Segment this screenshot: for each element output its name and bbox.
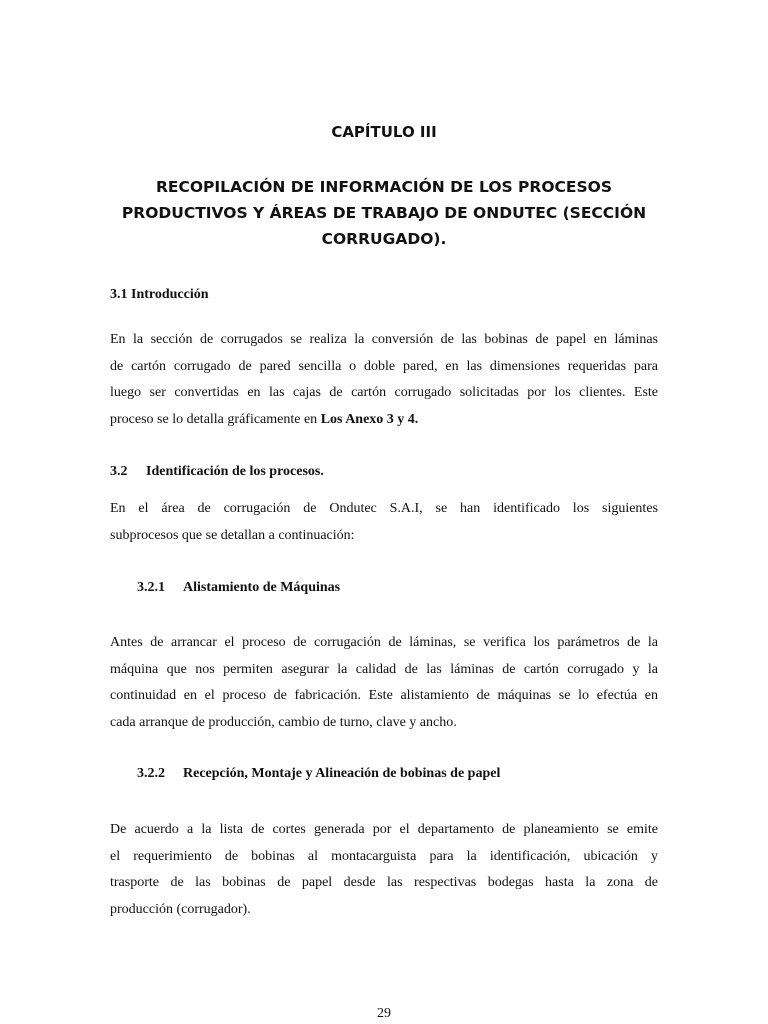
paragraph-line: de cartón corrugado de pared sencilla o doble pared, en las dimensiones requeridas para: [110, 358, 658, 374]
section-heading-3-2: [110, 464, 324, 480]
paragraph-line: En el área de corrugación de Ondutec S.A.I, se han identificado los siguientes: [110, 501, 658, 516]
section-title: Identificación de los procesos.: [146, 464, 324, 479]
section-number: 3.2.1: [137, 580, 165, 595]
chapter-title-line: CORRUGADO).: [321, 230, 447, 248]
paragraph-text: proceso se lo detalla gráficamente en: [110, 411, 321, 427]
paragraph-introduccion: [110, 327, 658, 433]
section-title: Alistamiento de Máquinas: [183, 580, 341, 595]
paragraph-recepcion: [110, 817, 658, 923]
paragraph-line: máquina que nos permiten asegurar la calidad de las láminas de cartón corrugado y la: [110, 661, 658, 677]
paragraph-line: [110, 407, 658, 434]
section-heading-3-2-1: [137, 580, 340, 596]
section-heading-3-2-2: [137, 766, 500, 782]
paragraph-line: Antes de arrancar el proceso de corrugación de láminas, se verifica los parámetros de la: [110, 635, 658, 650]
section-number: 3.2.2: [137, 766, 165, 781]
paragraph-line: De acuerdo a la lista de cortes generada por el departamento de planeamiento se emite: [110, 822, 658, 837]
paragraph-line: subprocesos que se detallan a continuación:: [110, 527, 355, 543]
paragraph-line: cada arranque de producción, cambio de turno, clave y ancho.: [110, 714, 457, 730]
paragraph-line: luego ser convertidas en las cajas de cartón corrugado solicitadas por los clientes. Este: [110, 385, 658, 400]
section-number: 3.2: [110, 464, 128, 479]
paragraph-line: trasporte de las bobinas de papel desde las respectivas bodegas hasta la zona de: [110, 875, 658, 890]
paragraph-line: En la sección de corrugados se realiza la conversión de las bobinas de papel en láminas: [110, 332, 658, 347]
paragraph-line: el requerimiento de bobinas al montacarguista para la identificación, ubicación y: [110, 848, 658, 864]
section-title: Recepción, Montaje y Alineación de bobinas de papel: [183, 766, 501, 781]
chapter-number: CAPÍTULO III: [331, 123, 437, 141]
paragraph-alistamiento: [110, 630, 658, 736]
section-heading-3-1: 3.1 Introducción: [110, 287, 209, 302]
paragraph-line: continuidad en el proceso de fabricación. Este alistamiento de máquinas se lo efectúa en: [110, 688, 658, 703]
annex-reference: Los Anexo 3 y 4.: [320, 411, 419, 427]
chapter-title-line: PRODUCTIVOS Y ÁREAS DE TRABAJO DE ONDUTEC (SECCIÓN: [121, 204, 647, 222]
paragraph-identificacion: [110, 496, 658, 549]
chapter-title-line: RECOPILACIÓN DE INFORMACIÓN DE LOS PROCESOS: [155, 178, 612, 196]
page-number: 29: [377, 1006, 391, 1021]
paragraph-line: producción (corrugador).: [110, 901, 251, 917]
